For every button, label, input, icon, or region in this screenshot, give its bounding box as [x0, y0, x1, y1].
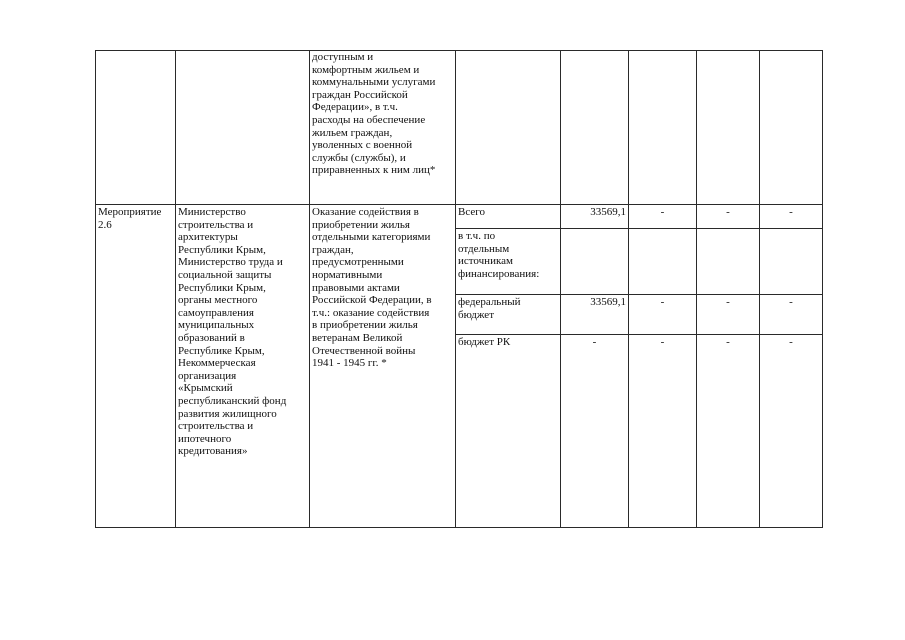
funding-source: федеральный бюджет — [456, 295, 561, 335]
continuation-value-cell — [760, 51, 823, 205]
funding-value: - — [760, 335, 823, 528]
funding-source: бюджет РК — [456, 335, 561, 528]
continuation-name-cell — [96, 51, 176, 205]
funding-value: - — [629, 205, 697, 229]
funding-value — [629, 229, 697, 295]
funding-value — [697, 229, 760, 295]
funding-value — [760, 229, 823, 295]
funding-source: Всего — [456, 205, 561, 229]
continuation-value-cell — [629, 51, 697, 205]
measure-name: Мероприятие 2.6 — [96, 205, 176, 528]
continuation-source-cell — [456, 51, 561, 205]
funding-value: - — [760, 295, 823, 335]
funding-value: 33569,1 — [561, 205, 629, 229]
continuation-value-cell — [561, 51, 629, 205]
funding-row-total — [96, 205, 823, 229]
measure-executors: Министерство строительства и архитектуры Республики Крым, Министерство труда и социальной защиты Республики Крым, органы местного самоуправления муниципальных образований в Республике Крым, Некоммерческая организация «Крымский республиканский фонд развития жилищного строительства и ипотечного кредитования» — [176, 205, 310, 528]
funding-value: - — [629, 295, 697, 335]
funding-source: в т.ч. по отдельным источникам финансирования: — [456, 229, 561, 295]
measure-description: Оказание содействия в приобретении жилья отдельными категориями граждан, предусмотренными нормативными правовыми актами Российской Федерации, в т.ч.: оказание содействия в приобретении жилья ветеранам Великой Отечественной войны 1941 - 1945 гг. * — [310, 205, 456, 528]
funding-value: - — [697, 335, 760, 528]
funding-value: 33569,1 — [561, 295, 629, 335]
funding-value: - — [760, 205, 823, 229]
continuation-value-cell — [697, 51, 760, 205]
funding-value: - — [629, 335, 697, 528]
funding-value: - — [697, 295, 760, 335]
continuation-row — [96, 51, 823, 205]
budget-table — [95, 50, 823, 528]
funding-value: - — [561, 335, 629, 528]
funding-value: - — [697, 205, 760, 229]
funding-value — [561, 229, 629, 295]
continuation-executors-cell — [176, 51, 310, 205]
continuation-description: доступным и комфортным жильем и коммунальными услугами граждан Российской Федерации», в т.ч. расходы на обеспечение жильем граждан, уволенных с военной службы (службы), и приравненных к ним лиц* — [310, 51, 456, 205]
